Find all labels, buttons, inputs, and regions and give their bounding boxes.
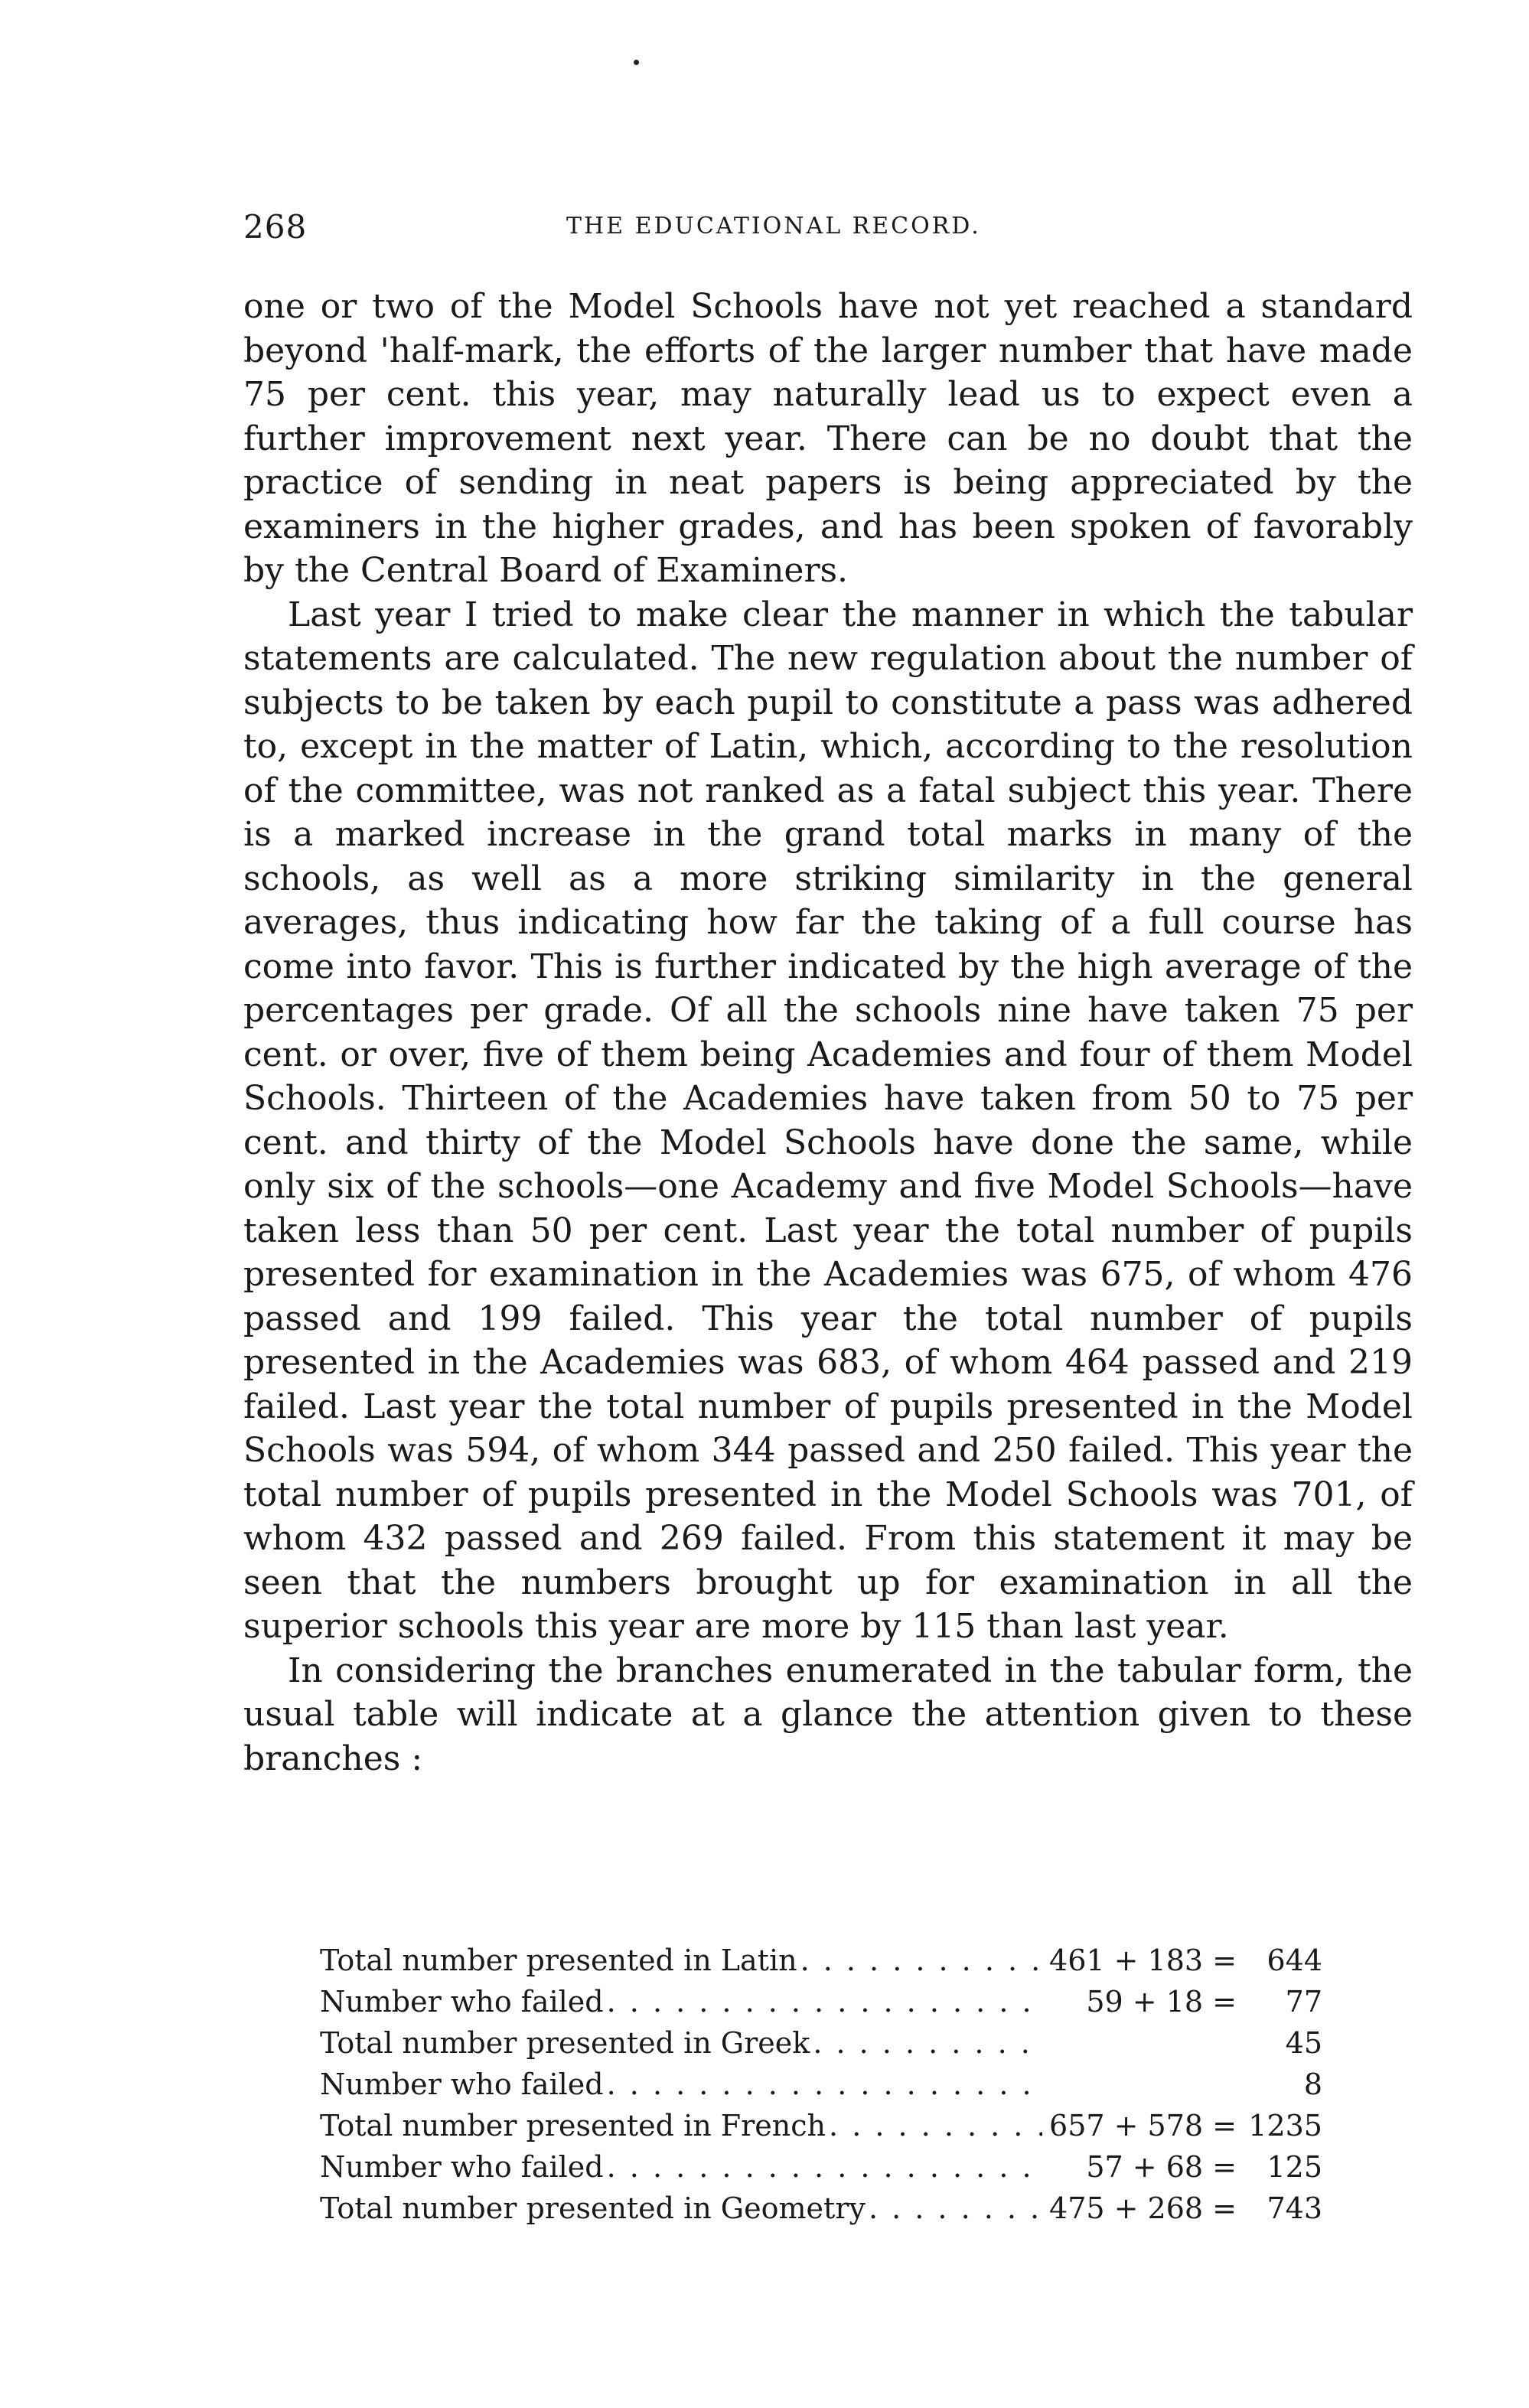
dot-leader [607,1981,1042,2022]
dot-leader [607,2146,1042,2188]
stat-total: 125 [1267,2150,1322,2184]
stat-total: 644 [1267,1944,1322,1977]
page-number: 268 [243,208,308,246]
body-text [243,285,1413,1781]
print-speck [634,60,639,65]
stat-formula: 657 + 578 = [1049,2109,1237,2142]
dot-leader [607,2064,1042,2105]
stat-row-french-presented [320,2105,1322,2146]
page-header [243,208,1330,254]
stat-total: 45 [1285,2026,1322,2060]
stat-row-greek-failed [320,2064,1322,2105]
running-title: THE EDUCATIONAL RECORD. [566,213,981,239]
stat-label: Number who failed [320,2067,604,2101]
stat-row-greek-presented [320,2022,1322,2064]
dot-leader [800,1940,1042,1981]
stat-total: 77 [1285,1985,1322,2019]
stat-row-latin-failed [320,1981,1322,2022]
stat-label: Total number presented in Geometry [320,2191,866,2225]
stat-total: 743 [1267,2191,1322,2225]
stat-label: Number who failed [320,1985,604,2019]
dot-leader [813,2022,1042,2064]
stat-row-french-failed [320,2146,1322,2188]
paragraph-3: In considering the branches enumerated in the tabular form, the usual table will indicate at a glance the attention given to these branches : [243,1650,1413,1778]
statistics-table [320,1940,1322,2229]
stat-label: Total number presented in Greek [320,2026,810,2060]
stat-total: 1235 [1248,2109,1322,2142]
paragraph-1: one or two of the Model Schools have not yet reached a standard beyond 'half-mark, the efforts of the larger number that have made 75 per cent. this year, may naturally lead us to expect even a further improvement next year. There can be no doubt that the practice of sending in neat papers is being appreciated by the examiners in the higher grades, and has been spoken of favorably by the Central Board of Examiners. [243,287,1413,590]
stat-label: Total number presented in Latin [320,1944,797,1977]
dot-leader [829,2105,1042,2146]
stat-total: 8 [1303,2067,1322,2101]
stat-label: Total number presented in French [320,2109,826,2142]
stat-formula: 59 + 18 = [1086,1985,1237,2019]
stat-label: Number who failed [320,2150,604,2184]
dot-leader [869,2188,1042,2229]
paragraph-2: Last year I tried to make clear the manner in which the tabular statements are calculated. The new regulation about the number of subjects to be taken by each pupil to constitute a pass was adhered to, except in the matter of Latin, which, according to the resolution of the committee, was not ranked as a fatal subject this year. There is a marked increase in the grand total marks in many of the schools, as well as a more striking similarity in the general averages, thus indicating how far the taking of a full course has come into favor. This is further indicated by the high average of the percentages per grade. Of all the schools nine have taken 75 per cent. or over, five of them being Academies and four of them Model Schools. Thirteen of the Academies have taken from 50 to 75 per cent. and thirty of the Model Schools have done the same, while only six of the schools—one Academy and five Model Schools—have taken less than 50 per cent. Last year the total number of pupils presented for examination in the Academies was 675, of whom 476 passed and 199 failed. This year the total number of pupils presented in the Academies was 683, of whom 464 passed and 219 failed. Last year the total number of pupils presented in the Model Schools was 594, of whom 344 passed and 250 failed. This year the total number of pupils presented in the Model Schools was 701, of whom 432 passed and 269 failed. From this statement it may be seen that the numbers brought up for examination in all the superior schools this year are more by 115 than last year. [243,595,1413,1646]
stat-row-latin-presented [320,1940,1322,1981]
stat-formula: 475 + 268 = [1049,2191,1237,2225]
stat-formula: 57 + 68 = [1086,2150,1237,2184]
stat-row-geometry-presented [320,2188,1322,2229]
stat-formula: 461 + 183 = [1049,1944,1237,1977]
